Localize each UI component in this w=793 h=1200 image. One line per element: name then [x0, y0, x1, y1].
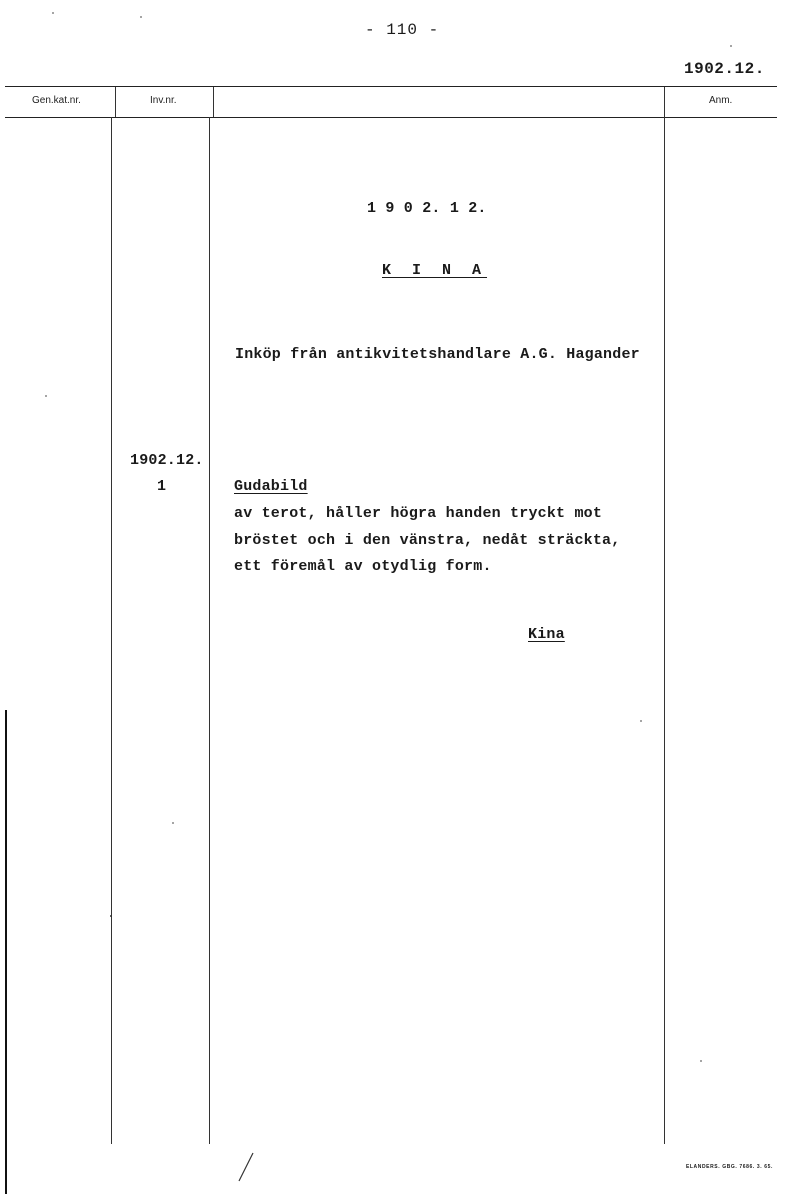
pen-stroke-mark	[236, 1152, 256, 1182]
collection-number: 1 9 0 2. 1 2.	[367, 200, 487, 217]
acquisition-note: Inköp från antikvitetshandlare A.G. Hagander	[235, 346, 640, 363]
column-divider-text-anm	[664, 87, 665, 1144]
column-divider-gen-inv-body	[111, 117, 112, 1144]
column-header-anm: Anm.	[709, 95, 733, 106]
header-top-rule	[5, 86, 777, 87]
printer-imprint: ELANDERS. GBG. 7686. 3. 65.	[685, 1164, 773, 1170]
entry-title: Gudabild	[234, 478, 308, 495]
top-reference-number: 1902.12.	[684, 60, 765, 78]
region-heading: K I N A	[382, 262, 488, 279]
header-bottom-rule	[5, 117, 777, 118]
paper-speck	[700, 1060, 702, 1062]
paper-speck	[45, 395, 47, 397]
paper-speck	[172, 822, 174, 824]
column-divider-gen-inv	[115, 87, 116, 117]
column-divider-inv-text-body	[209, 117, 210, 1144]
entry-description-line: bröstet och i den vänstra, nedåt sträckta,	[234, 532, 621, 549]
paper-speck	[52, 12, 54, 14]
paper-speck	[640, 720, 642, 722]
page-number: - 110 -	[365, 21, 440, 39]
entry-origin: Kina	[528, 626, 565, 643]
column-divider-inv-text	[213, 87, 214, 117]
column-header-inv-nr: Inv.nr.	[150, 95, 177, 106]
left-margin-line	[5, 710, 7, 1194]
entry-inventory-number: 1902.12.	[130, 452, 204, 469]
entry-description-line: ett föremål av otydlig form.	[234, 558, 492, 575]
paper-speck	[110, 915, 112, 917]
column-header-gen-kat-nr: Gen.kat.nr.	[32, 95, 81, 106]
entry-item-number: 1	[157, 478, 167, 495]
entry-description-line: av terot, håller högra handen tryckt mot	[234, 505, 603, 522]
paper-speck	[140, 16, 142, 18]
paper-speck	[730, 45, 732, 47]
